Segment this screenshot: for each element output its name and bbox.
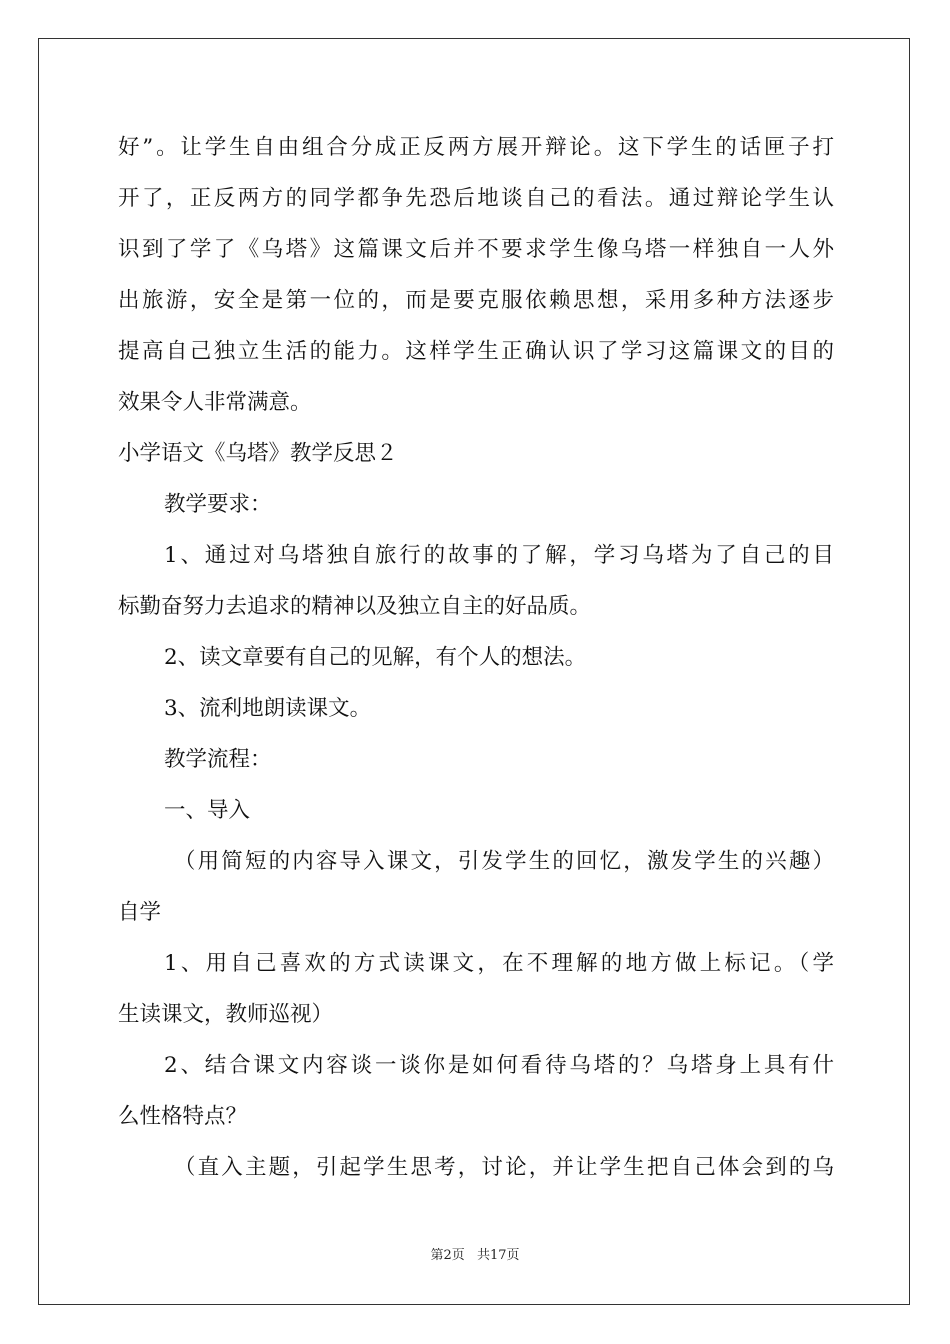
- paragraph-line: 效果令人非常满意。: [118, 390, 312, 415]
- paragraph-line: 1、通过对乌塔独自旅行的故事的了解，学习乌塔为了自己的目: [164, 543, 834, 568]
- subheading-teaching-process: 教学流程：: [164, 747, 272, 772]
- body-text: [118, 122, 834, 1193]
- paragraph-line: 好”。让学生自由组合分成正反两方展开辩论。这下学生的话匣子打: [118, 135, 834, 160]
- page-total: 共17页: [476, 1248, 520, 1263]
- paragraph-line: 1、用自己喜欢的方式读课文，在不理解的地方做上标记。（学: [164, 951, 834, 976]
- paragraph-line: （用简短的内容导入课文，引发学生的回忆，激发学生的兴趣）: [174, 849, 834, 874]
- paragraph-line: 开了，正反两方的同学都争先恐后地谈自己的看法。通过辩论学生认: [118, 186, 834, 211]
- paragraph-line: 生读课文，教师巡视）: [118, 1002, 334, 1027]
- paragraph-line: 提高自己独立生活的能力。这样学生正确认识了学习这篇课文的目的: [118, 339, 834, 364]
- paragraph-line: （直入主题，引起学生思考，讨论，并让学生把自己体会到的乌: [174, 1155, 834, 1180]
- paragraph-line: 么性格特点？: [118, 1104, 248, 1129]
- page-number: 第2页: [430, 1248, 465, 1263]
- subheading-self-study: 自学: [118, 900, 162, 925]
- section-heading: 小学语文《乌塔》教学反思２: [118, 441, 398, 466]
- paragraph-line: 识到了学了《乌塔》这篇课文后并不要求学生像乌塔一样独自一人外: [118, 237, 834, 262]
- subheading-introduction: 一、导入: [164, 798, 251, 823]
- page-footer: [0, 1244, 950, 1263]
- paragraph-line: 标勤奋努力去追求的精神以及独立自主的好品质。: [118, 594, 592, 619]
- subheading-teaching-requirements: 教学要求：: [164, 492, 272, 517]
- paragraph-line: 出旅游，安全是第一位的，而是要克服依赖思想，采用多种方法逐步: [118, 288, 834, 313]
- paragraph-line: 2、结合课文内容谈一谈你是如何看待乌塔的？乌塔身上具有什: [164, 1053, 834, 1078]
- paragraph-line: 2、读文章要有自己的见解，有个人的想法。: [164, 645, 587, 670]
- paragraph-line: 3、流利地朗读课文。: [164, 696, 372, 721]
